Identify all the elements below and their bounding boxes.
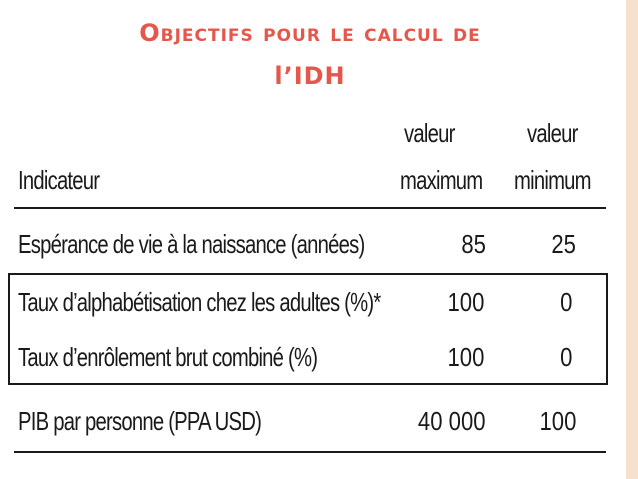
table-bottom-rule <box>14 451 606 453</box>
row-label-enrolment: Taux d’enrôlement brut combiné (%) <box>18 342 318 372</box>
row-label-literacy: Taux d’alphabétisation chez les adultes (%)* <box>18 287 381 317</box>
row-min-enrolment: 0 <box>559 342 572 372</box>
header-min-line1: valeur <box>527 118 578 148</box>
row-max-life-expectancy: 85 <box>461 229 486 259</box>
title-line-2: l’IDH <box>274 62 346 90</box>
header-divider <box>14 207 606 209</box>
row-min-gdp: 100 <box>539 406 576 436</box>
slide-title <box>30 12 590 98</box>
row-min-life-expectancy: 25 <box>551 229 576 259</box>
header-indicator: Indicateur <box>18 165 100 195</box>
row-max-gdp: 40 000 <box>418 406 486 436</box>
title-line-1: Objectifs pour le calcul de <box>139 19 481 47</box>
row-label-gdp: PIB par personne (PPA USD) <box>18 406 262 436</box>
row-label-life-expectancy: Espérance de vie à la naissance (années) <box>18 229 365 259</box>
row-max-enrolment: 100 <box>447 342 484 372</box>
header-max-line1: valeur <box>404 118 455 148</box>
row-max-literacy: 100 <box>447 287 484 317</box>
side-accent-bar <box>626 0 638 479</box>
header-max-line2: maximum <box>400 165 483 195</box>
row-min-literacy: 0 <box>559 287 572 317</box>
header-min-line2: minimum <box>514 165 591 195</box>
